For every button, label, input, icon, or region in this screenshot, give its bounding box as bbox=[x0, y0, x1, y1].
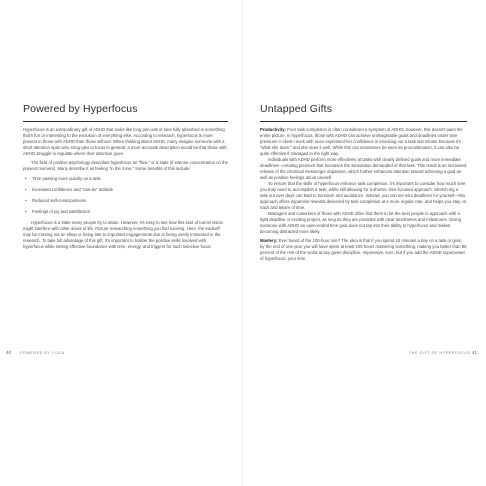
page-number: 41 bbox=[472, 350, 478, 355]
benefits-list bbox=[23, 176, 228, 215]
body-paragraph: To ensure that the skills of hyperfocus enhance task completion, it's important to consider how much time you truly need to accomplish a task, while still allowing for a shorter, time-focused approach. Stretch-ing a task out over days can lead to boredom and avoidance. Instead, you can set mini deadlines for yourself—this approach offers dopamine rewards delivered by task completion at a more regular rate, and helps you stay on track and aware of time. bbox=[260, 181, 467, 210]
list-item: • Increased confidence and "can-do" attitude bbox=[23, 187, 228, 193]
heading-rule bbox=[260, 121, 467, 122]
body-paragraph bbox=[260, 238, 467, 262]
body-paragraph: The field of positive psychology describes hyperfocus as "flow," or a state (if intense concentration on the present moment). Many describe it as feeling "in the zone." Some benefits of this include: bbox=[23, 160, 228, 171]
section-heading: Powered by Hyperfocus bbox=[23, 103, 138, 115]
running-footer: POWERED BY YOGA bbox=[20, 351, 65, 355]
paragraph-text: Ever heard of the 100-hour rule? The idea is that if you spend 18 minutes a day on a task or goal, by the end of one year you will have spent at least 100 hours mastering something, making you better than 95 percent of the rest of the world at any given discipline. Impressive, sure, but if you add the ADHD superpower of hyperfocus, your time bbox=[260, 238, 467, 261]
body-paragraph bbox=[260, 127, 467, 157]
running-footer: THE GIFT OF HYPERFOCUS bbox=[409, 351, 471, 355]
paragraph-text: Poor task completion is often considered a symptom of ADHD; however, this doesn't paint the entire picture. In hyperfocus, those with ADHD can achieve unimaginable goals and deadlines under time pressure! A client I work with once expressed her confidence in knocking out a task last minute because it's "what she does," and she does it well. While this can sometimes be seen as procrastination, it can also be quite effective if managed in the right way. bbox=[260, 127, 463, 156]
right-column bbox=[260, 103, 467, 262]
page-number: 40 bbox=[6, 350, 12, 355]
heading-rule bbox=[23, 121, 228, 122]
body-paragraph: Individuals with ADHD perform more effectively at tasks with clearly defined goals and more immediate deadlines—creating pressure that increases the stimulation demanded of that task. This result is an increased release of the chemical messenger dopamine, which further enhances attention toward achieving a goal as well as positive feelings about oneself. bbox=[260, 157, 467, 180]
section-heading: Untapped Gifts bbox=[260, 103, 333, 115]
lead-term: Mastery: bbox=[260, 238, 278, 243]
left-column bbox=[23, 103, 228, 250]
list-item: • Time passing more quickly on a task bbox=[23, 176, 228, 182]
right-page bbox=[243, 0, 486, 486]
list-item: • Feelings of joy and satisfaction bbox=[23, 209, 228, 215]
body-paragraph: Hyperfocus is an extraordinary gift of ADHD that looks like long peri-ods of time fully absorbed in something that's fun or interesting to the exclusion of everything else. According to research, hyperfocus is more present in those with ADHD than those without. When thinking about ADHD, many imagine someone with a short attention span who strug-gles to focus in general; a more accurate description would be that those with ADHD struggle to regulate where their attention goes. bbox=[23, 127, 227, 156]
list-item: • Reduced self-consciousness bbox=[23, 198, 228, 204]
lead-term: Productivity: bbox=[260, 127, 286, 132]
body-paragraph: Managers and coworkers of those with ADHD often find them to be the best people to approach with a tight deadline or exciting project, as long as they are provided with clear timeframes and milestones. Giving someone with ADHD an open-ended time goal does not tap into their ability to hyperfocus and makes becoming distracted more likely. bbox=[260, 211, 462, 234]
body-paragraph: Hyperfocus is a state many people try to attain. However, it's easy to see how this kind of tunnel vision might interfere with other areas of life. Picture researching something you find exciting. Here, the tradeoff may be missing out on sleep or being late to important engagements due to being overly immersed in the research. To take full advantage of this gift, it's important to bolster the positive skills involved with hyperfocus while setting effective boundaries with time, energy, and triggers for such selective focus. bbox=[23, 220, 223, 249]
